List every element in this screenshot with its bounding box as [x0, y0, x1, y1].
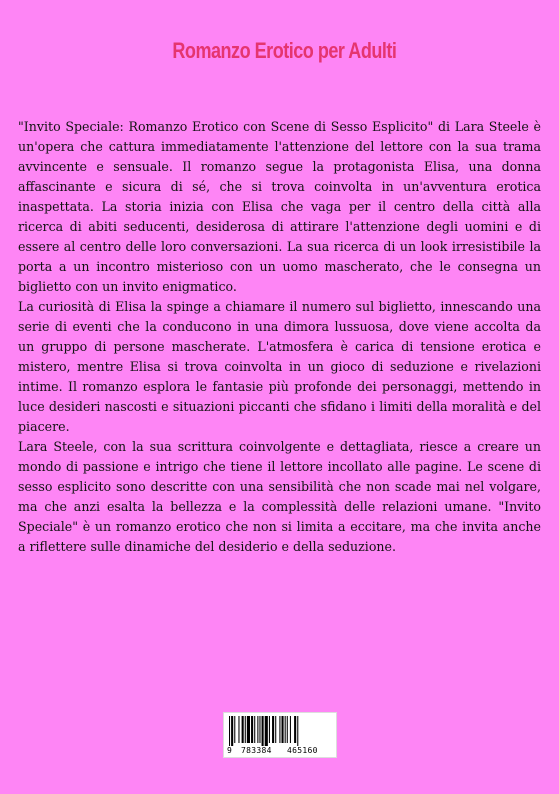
barcode-bar	[229, 716, 230, 746]
barcode-bars	[229, 716, 333, 746]
isbn-barcode	[223, 712, 337, 758]
barcode-bar	[279, 716, 280, 743]
barcode-bar	[247, 716, 250, 743]
barcode-bar	[282, 716, 284, 743]
blurb-paragraph: La curiosità di Elisa la spinge a chiamare il numero sul biglietto, innescando una serie di eventi che la conducono in una dimora lussuosa, dove viene accolta da un gruppo di persone mascherate. L'atmosfera è carica di tensione erotica e mistero, mentre Elisa si trova coinvolta in un gioco di seduzione e rivelazioni intime. Il romanzo esplora le fantasie più profonde dei personaggi, mettendo in luce desideri nascosti e situazioni piccanti che sfidano i limiti della moralità e del piacere.	[18, 299, 541, 434]
barcode-bar	[287, 716, 288, 743]
barcode-right-digits: 465160	[287, 746, 318, 755]
barcode-bar	[297, 716, 298, 746]
barcode-bar	[272, 716, 274, 743]
barcode-bar	[294, 716, 296, 743]
barcode-bar	[259, 716, 260, 743]
barcode-bar	[251, 716, 253, 743]
barcode-bar	[269, 716, 270, 743]
back-cover-blurb	[18, 117, 541, 557]
barcode-bar	[275, 716, 276, 743]
barcode-bar	[231, 716, 233, 746]
page-title: Romanzo Erotico per Adulti	[172, 38, 397, 63]
barcode-bar	[262, 716, 264, 746]
barcode-bar	[257, 716, 258, 743]
barcode-bar	[238, 716, 239, 743]
barcode-bar	[285, 716, 286, 743]
barcode-bar	[290, 716, 291, 743]
blurb-paragraph: Lara Steele, con la sua scrittura coinvolgente e dettagliata, riesce a creare un mondo di passione e intrigo che tiene il lettore incollato alle pagine. Le scene di sesso esplicito sono descritte con una sensibilità che non scade mai nel volgare, ma che anzi esalta la bellezza e la complessità delle relazioni umane. "Invito Speciale" è un romanzo erotico che non si limita a eccitare, ma che invita anche a riflettere sulle dinamiche del desiderio e della seduzione.	[18, 439, 541, 554]
blurb-paragraph: "Invito Speciale: Romanzo Erotico con Scene di Sesso Esplicito" di Lara Steele è un'opera che cattura immediatamente l'attenzione del lettore con la sua trama avvincente e sensuale. Il romanzo segue la protagonista Elisa, una donna affascinante e sicura di sé, che si trova coinvolta in un'avventura erotica inaspettata. La storia inizia con Elisa che vaga per il centro della città alla ricerca di abiti seducenti, desiderosa di attirare l'attenzione degli uomini e di essere al centro delle loro conversazioni. La sua ricerca di un look irresistibile la porta a un incontro misterioso con un uomo mascherato, che le consegna un biglietto con un invito enigmatico.	[18, 119, 541, 294]
barcode-bar	[254, 716, 255, 743]
barcode-lead-digit: 9	[227, 746, 232, 755]
barcode-bar	[245, 716, 246, 743]
barcode-left-digits: 783384	[241, 746, 272, 755]
barcode-bar	[234, 716, 235, 743]
barcode-bar	[242, 716, 244, 743]
barcode-bar	[265, 716, 268, 746]
